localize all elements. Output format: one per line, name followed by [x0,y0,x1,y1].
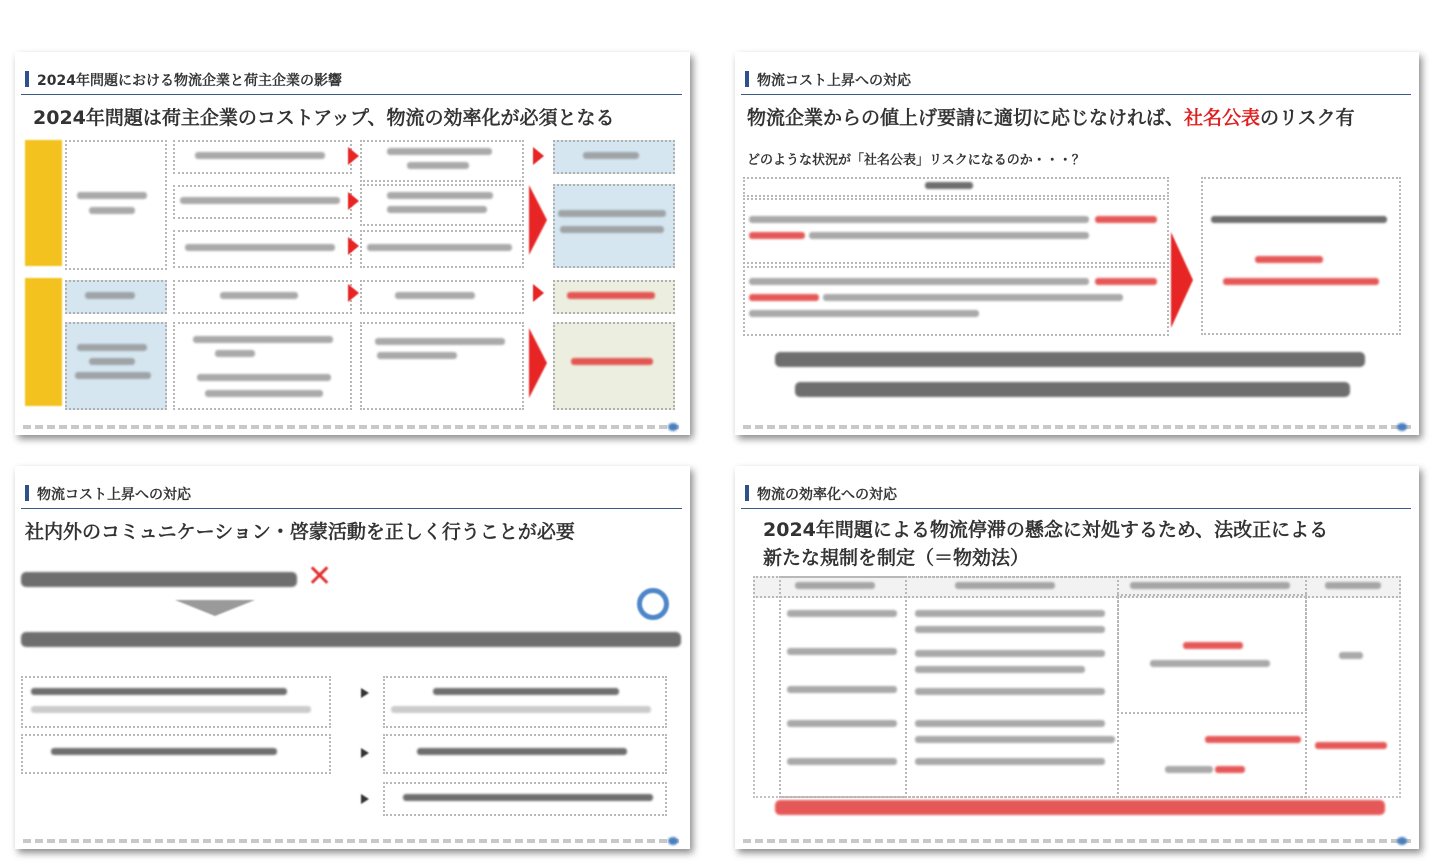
arrow-right-icon [533,147,544,165]
slide-headline [763,516,1409,572]
headline-text: 物流企業からの値上げ要請に適切に応じなければ、 [747,107,1185,129]
cell-block [65,140,167,270]
arrow-right-icon [361,688,369,698]
arrow-right-icon [348,284,359,302]
arrow-down-icon [175,600,255,616]
section-marker-icon [25,485,29,501]
carrier-label-bar [25,278,62,406]
slide-2[interactable] [735,52,1419,435]
company-logo-icon [1397,837,1407,845]
company-logo-icon [668,837,678,845]
section-header [741,484,1411,509]
arrow-right-icon [533,284,544,302]
headline-text: のリスク有 [1260,107,1355,129]
headline-highlight: 社名公表 [1184,107,1261,129]
cross-mark-icon: ✕ [307,559,333,594]
section-header [741,70,1411,95]
slide-subheadline: どのような状況が「社名公表」リスクになるのか・・・？ [747,153,1085,168]
section-title: 2024年問題における物流企業と荷主企業の影響 [37,73,342,89]
slide-footer [23,839,682,843]
slide-footer [743,839,1411,843]
section-title: 物流コスト上昇への対応 [757,73,911,89]
slide-headline: 社内外のコミュニケーション・啓蒙活動を正しく行うことが必要 [25,521,575,543]
slide-1[interactable] [15,52,690,435]
headline-line-1: 2024年問題による物流停滞の懸念に対処するため、法改正による [763,519,1329,541]
slide-headline [747,104,1409,132]
company-logo-icon [1397,423,1407,431]
arrow-right-icon [1171,232,1193,328]
section-title: 物流の効率化への対応 [757,487,897,503]
arrow-right-icon [529,328,547,398]
arrow-right-icon [361,748,369,758]
section-title: 物流コスト上昇への対応 [37,487,191,503]
circle-mark-icon [637,588,669,620]
headline-line-2: 新たな規制を制定（＝物効法） [763,547,1030,569]
section-marker-icon [745,485,749,501]
arrow-right-icon [348,237,359,255]
section-header [21,70,682,95]
section-marker-icon [25,71,29,87]
arrow-right-icon [529,185,547,255]
company-logo-icon [668,423,678,431]
arrow-right-icon [348,192,359,210]
arrow-right-icon [361,794,369,804]
slide-3[interactable] [15,466,690,849]
arrow-right-icon [348,147,359,165]
slide-footer [23,425,682,429]
slide-footer [743,425,1411,429]
shipper-label-bar [25,140,62,266]
section-header [21,484,682,509]
slide-4[interactable] [735,466,1419,849]
slide-headline: 2024年問題は荷主企業のコストアップ、物流の効率化が必須となる [33,107,615,129]
section-marker-icon [745,71,749,87]
